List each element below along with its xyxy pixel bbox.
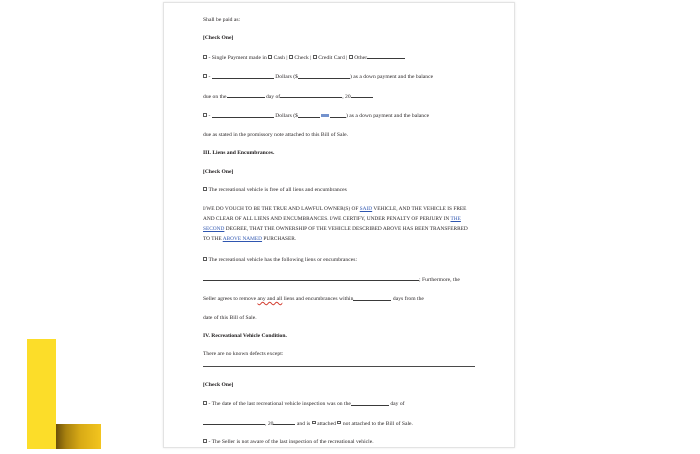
date-of-bill-line: date of this Bill of Sale. <box>203 314 257 321</box>
vouch-seg-3: DEGREE, THAT THE OWNERSHIP OF THE VEHICLE DESCRIBED ABOVE HAS BEEN TRANSFERRED TO THE <box>203 225 468 242</box>
inspection-part1: The date of the last recreational vehicle inspection was on the <box>211 401 351 408</box>
check-one-label-1: [Check One] <box>203 35 234 42</box>
down-payment-tail-1: ) as a down payment and the balance <box>349 74 434 81</box>
checkbox-other[interactable] <box>349 55 353 59</box>
checkbox-attached[interactable] <box>312 421 316 425</box>
vouch-seg-4: PURCHASER. <box>262 235 297 242</box>
seller-agrees-part3: days from the <box>392 296 424 303</box>
seller-agrees-part1: Seller agrees to remove <box>203 296 257 303</box>
checkbox-single-payment[interactable] <box>203 55 207 59</box>
checkbox-credit-card[interactable] <box>313 55 317 59</box>
inspection-month-blank[interactable] <box>203 420 265 426</box>
check-label: Check <box>294 54 309 61</box>
inspection-dash: - <box>208 401 211 408</box>
not-aware-dash: - <box>208 438 211 445</box>
vouch-link-the-second[interactable]: THE SECOND <box>203 216 461 232</box>
lien-free-label: The recreational vehicle is free of all liens and encumbrances <box>208 186 347 193</box>
single-payment-prefix: - Single Payment made in <box>208 54 267 61</box>
check-one-label-3: [Check One] <box>203 381 234 388</box>
due-year-blank[interactable] <box>351 93 373 99</box>
checkbox-not-aware[interactable] <box>203 439 207 443</box>
checkbox-inspection-date[interactable] <box>203 401 207 405</box>
dollars-label-1: Dollars ($ <box>275 74 298 81</box>
lien-description-blank[interactable] <box>203 276 419 282</box>
down-payment-numeric-blank-1[interactable] <box>298 73 350 79</box>
credit-card-label: Credit Card <box>318 54 345 61</box>
dollars-label-2: Dollars ($ <box>275 113 298 120</box>
lien-removal-days-blank[interactable] <box>353 295 391 301</box>
lien-listed-option-row <box>203 257 481 263</box>
vouch-link-said[interactable]: SAID <box>359 206 373 213</box>
down-payment-dash-1: - <box>208 74 211 81</box>
inspection-option-row <box>203 400 481 407</box>
logo-foot <box>56 424 101 449</box>
checkbox-check[interactable] <box>289 55 293 59</box>
separator-1: | <box>286 54 288 61</box>
seller-agrees-part2: liens and encumbrances within <box>283 296 354 303</box>
section-iii-heading: III. Liens and Encumbrances. <box>203 150 275 157</box>
spellcheck-any-and-all: any and all <box>257 296 283 303</box>
checkbox-lien-listed[interactable] <box>203 257 207 261</box>
down-payment-amount-blank-1[interactable] <box>212 73 274 79</box>
furthermore-text: ; Furthermore, the <box>419 276 460 283</box>
vouch-seg-2: VEHICLE, AND THE VEHICLE IS FREE AND CLEAR OF ALL LIENS AND ENCUMBRANCES. I/WE CERTIFY, UNDER PENALTY OF PERJURY IN <box>203 206 467 223</box>
due-on-part1: due on the <box>203 93 227 100</box>
inspection-day-blank[interactable] <box>351 400 389 406</box>
down-payment-dash-2: - <box>208 113 211 120</box>
other-label: Other <box>354 54 368 61</box>
defects-answer-blank[interactable] <box>203 366 475 367</box>
seller-agrees-row <box>203 295 481 302</box>
inspection-cont-part1: , 20 <box>265 420 274 427</box>
inspection-cont-part2: and is <box>296 420 311 427</box>
other-blank[interactable] <box>367 54 405 60</box>
due-day-blank[interactable] <box>227 93 265 99</box>
down-payment-row-2 <box>203 112 481 119</box>
intro-line: Shall be paid as: <box>203 17 241 23</box>
due-on-part2: day of <box>265 93 281 100</box>
cash-label: Cash <box>273 54 285 61</box>
not-aware-label: The Seller is not aware of the last inspection of the recreational vehicle. <box>211 438 374 445</box>
checkbox-cash[interactable] <box>268 55 272 59</box>
vouch-seg-1: I/WE DO VOUCH TO BE THE TRUE AND LAWFUL OWNER(S) OF <box>203 206 360 213</box>
promissory-note-line: due as stated in the promissory note attached to this Bill of Sale. <box>203 131 349 138</box>
separator-2: | <box>310 54 312 61</box>
section-iv-heading: IV. Recreational Vehicle Condition. <box>203 333 287 339</box>
due-month-blank[interactable] <box>280 93 342 99</box>
due-on-part3: , 20 <box>342 93 351 100</box>
check-one-label-2: [Check One] <box>203 168 234 175</box>
down-payment-numeric-blank-2b[interactable] <box>330 112 346 118</box>
defects-line: There are no known defects except: <box>203 351 284 358</box>
not-aware-option-row <box>203 439 481 445</box>
not-attached-label: not attached to the Bill of Sale. <box>342 420 413 427</box>
inspection-part2: day of <box>390 401 405 408</box>
down-payment-tail-2: ) as a down payment and the balance <box>345 113 430 120</box>
checkbox-down-payment-2[interactable] <box>203 113 207 117</box>
attached-label: attached <box>317 420 336 427</box>
down-payment-numeric-blank-2a[interactable] <box>298 112 320 118</box>
lien-free-option-row <box>203 187 481 193</box>
document-page[interactable] <box>163 2 515 448</box>
vouch-link-above-named[interactable]: ABOVE NAMED <box>222 235 263 242</box>
lien-listed-label: The recreational vehicle has the following liens or encumbrances: <box>208 257 358 264</box>
checkbox-not-attached[interactable] <box>337 421 341 425</box>
text-cursor-marker <box>321 114 329 117</box>
lien-description-row <box>203 276 481 283</box>
letter-l-logo <box>27 339 101 449</box>
payment-option-single-row <box>203 54 481 61</box>
inspection-continued-row <box>203 420 481 427</box>
down-payment-amount-blank-2[interactable] <box>212 112 274 118</box>
checkbox-down-payment-1[interactable] <box>203 74 207 78</box>
inspection-year-blank[interactable] <box>273 420 295 426</box>
checkbox-lien-free[interactable] <box>203 187 207 191</box>
due-on-row <box>203 93 481 100</box>
vouch-paragraph <box>203 205 475 244</box>
separator-3: | <box>346 54 348 61</box>
logo-stem <box>27 339 56 449</box>
page-content <box>203 17 481 448</box>
down-payment-row-1 <box>203 73 481 80</box>
